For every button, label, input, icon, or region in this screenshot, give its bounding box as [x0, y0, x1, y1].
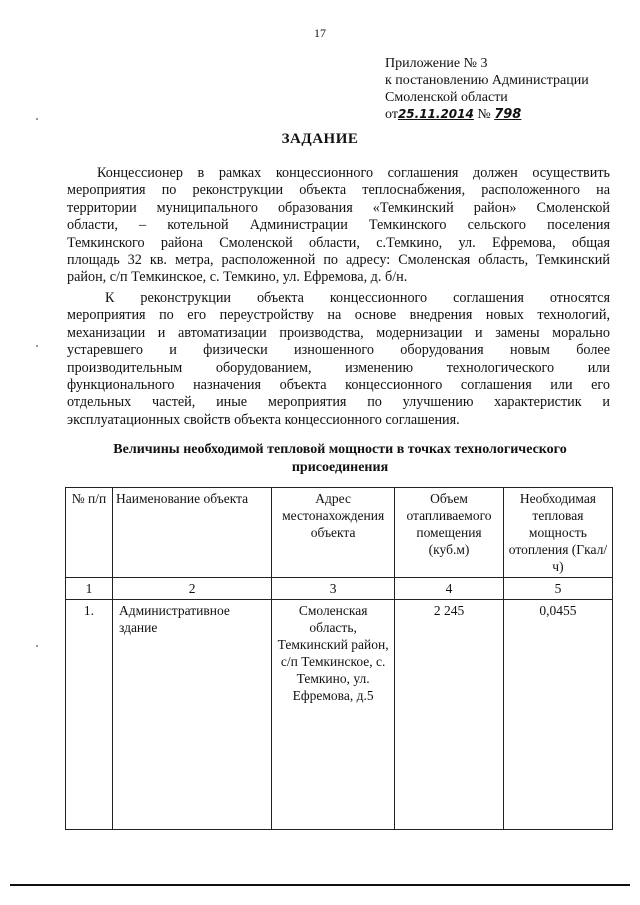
appendix-date-line — [385, 106, 589, 123]
appendix-header — [385, 55, 589, 123]
column-number: 4 — [395, 578, 504, 600]
handwritten-number: 798 — [494, 107, 522, 122]
paragraph-line: К реконструкции объекта концессионного соглашения относятся — [105, 290, 610, 306]
paragraph-line: площадь 32 кв. метра, расположенной по адресу: Смоленская область, Темкинский — [67, 252, 610, 269]
scan-speck — [36, 345, 38, 347]
paragraph-line: территории муниципального образования «Темкинский район» Смоленской — [67, 199, 610, 216]
heat-capacity-table — [65, 487, 613, 830]
paragraph-line: области, – котельной Администрации Темкинского сельского поселения — [67, 217, 610, 234]
paragraph-line: функционального назначения объекта концессионного соглашения или его — [67, 377, 610, 394]
appendix-line-1: Приложение № 3 — [385, 56, 488, 71]
row-heat-power: 0,0455 — [503, 600, 612, 830]
paragraph-line: мероприятия по его переустройству на основе внедрения новых технологий, — [67, 307, 610, 324]
paragraph-line: Темкинского района Смоленской области, с.Темкино, ул. Ефремова, общая — [67, 234, 610, 251]
appendix-line-3: Смоленской области — [385, 90, 508, 105]
paragraph-line: Концессионер в рамках концессионного соглашения должен осуществить — [97, 165, 610, 181]
header-cell-volume: Объем отапливаемого помещения (куб.м) — [395, 488, 504, 578]
paragraph-line: механизации и автоматизации производства, модернизации и замены морально — [67, 324, 610, 341]
paragraph-line: производительным оборудованием, изменению технологического или — [67, 359, 610, 376]
paragraph-line: район, с/п Темкинское, с. Темкино, ул. Ефремова, д. б/н. — [67, 269, 408, 286]
paragraph-concession-scope — [67, 165, 610, 287]
page-number: 17 — [314, 26, 326, 40]
column-number: 5 — [503, 578, 612, 600]
table-title-line-1: Величины необходимой тепловой мощности в точках технологического — [113, 442, 567, 457]
column-number: 3 — [272, 578, 395, 600]
paragraph-line: устаревшего и физически изношенного оборудования новым более — [67, 342, 610, 359]
paragraph-line: мероприятия по реконструкции объекта теплоснабжения, расположенного на — [67, 182, 610, 199]
appendix-from-label: от — [385, 107, 398, 122]
paragraph-line: отдельных частей, иные мероприятия по улучшению характеристик и — [67, 394, 610, 411]
paragraph-line: эксплуатационных свойств объекта концессионного соглашения. — [67, 411, 460, 428]
row-number: 1. — [66, 600, 113, 830]
scan-speck — [36, 118, 38, 120]
row-volume: 2 245 — [395, 600, 504, 830]
row-address: Смоленская область, Темкинский район, с/п Темкинское, с. Темкино, ул. Ефремова, д.5 — [272, 600, 395, 830]
handwritten-date: 25.11.2014 — [397, 107, 474, 121]
header-cell-object-name: Наименование объекта — [112, 488, 271, 578]
table-header-row — [66, 488, 613, 578]
column-number: 1 — [66, 578, 113, 600]
document-title: ЗАДАНИЕ — [281, 131, 359, 147]
header-cell-address: Адрес местонахождения объекта — [272, 488, 395, 578]
table-title — [70, 441, 610, 477]
appendix-line-2: к постановлению Администрации — [385, 73, 589, 88]
header-cell-heat-power: Необходимая тепловая мощность отопления (Гкал/ч) — [503, 488, 612, 578]
row-object-name: Административное здание — [112, 600, 271, 830]
column-number: 2 — [112, 578, 271, 600]
appendix-number-label: № — [477, 107, 491, 122]
table-title-line-2: присоединения — [291, 460, 389, 475]
column-number-row — [66, 578, 613, 600]
bottom-scan-edge-line — [10, 884, 630, 886]
paragraph-reconstruction-definition — [67, 290, 610, 429]
scan-speck — [36, 645, 38, 647]
header-cell-number: № п/п — [66, 488, 113, 578]
table-row — [66, 600, 613, 830]
